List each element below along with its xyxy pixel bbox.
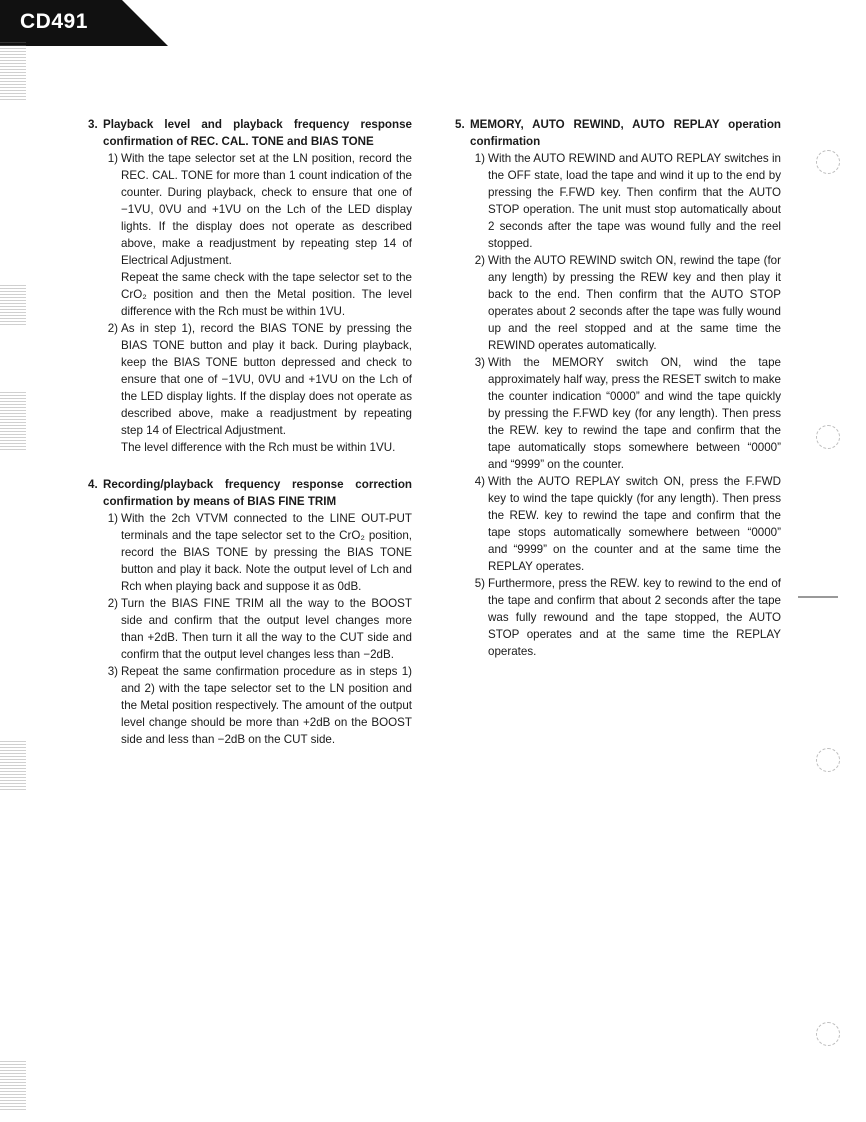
item-text (488, 150, 781, 252)
section-3 (88, 116, 412, 456)
item-text (488, 575, 781, 660)
list-item (455, 150, 781, 252)
item-text (121, 595, 412, 663)
list-item (455, 575, 781, 660)
section-heading (88, 116, 412, 150)
section-title: Recording/playback frequency response correction confirmation by means of BIAS FINE TRIM (103, 478, 412, 508)
punch-hole-artifact (816, 425, 840, 449)
scan-edge-artifact (0, 1060, 26, 1110)
item-text (121, 320, 412, 456)
pencil-mark (798, 596, 838, 598)
punch-hole-artifact (816, 748, 840, 772)
item-text (488, 252, 781, 354)
section-title: MEMORY, AUTO REWIND, AUTO REPLAY operation confirmation (470, 118, 781, 148)
paragraph: With the 2ch VTVM connected to the LINE OUT-PUT terminals and the tape selector set to the CrO₂ position, record the BIAS TONE by pressing the BIAS TONE button and play it back. Note the output level of Lch and Rch when playing back and suppose it as 0dB. (121, 512, 412, 593)
list-item (88, 150, 412, 320)
section-heading (88, 476, 412, 510)
item-number: 2) (474, 254, 485, 267)
section-number: 4. (88, 478, 98, 491)
item-number: 1) (474, 152, 485, 165)
list-item (88, 595, 412, 663)
section-number: 3. (88, 118, 98, 131)
section-5 (455, 116, 781, 660)
item-text (121, 663, 412, 748)
paragraph: With the tape selector set at the LN position, record the REC. CAL. TONE for more than 1 count indication of the counter. During playback, check to ensure that one of −1VU, 0VU and +1VU on the Lch of the LED display lights. If the display does not operate as described above, make a readjustment by repeating step 14 of Electrical Adjustment. (121, 152, 412, 267)
paragraph: Repeat the same confirmation procedure as in steps 1) and 2) with the tape selector set to the LN position and the Metal position respectively. The amount of the output level change should be more than +2dB on the BOOST side and less than −2dB on the CUT side. (121, 665, 412, 746)
scan-edge-artifact (0, 40, 26, 100)
item-text (121, 510, 412, 595)
paragraph: With the MEMORY switch ON, wind the tape approximately half way, press the RESET switch to make the counter indication “0000” and wind the tape quickly by pressing the F.FWD key (for any length). Then press the REW. key to rewind the tape and confirm that the tape automatically stops somewhere between “0000” and “9999” on the counter. (488, 356, 781, 471)
paragraph: The level difference with the Rch must be within 1VU. (121, 441, 396, 454)
paragraph: With the AUTO REPLAY switch ON, press the F.FWD key to wind the tape quickly (for any length). Then press the REW. key to rewind the tape and confirm that the tape stops automatically somewhere between “0000” and “9999” on the counter and at the same time the REPLAY operates. (488, 475, 781, 573)
paragraph: With the AUTO REWIND and AUTO REPLAY switches in the OFF state, load the tape and wind it up to the end by pressing the F.FWD key. Then confirm that the AUTO STOP operation. The unit must stop automatically about 2 seconds after the tape was wound fully and the reel stopped. (488, 152, 781, 250)
scan-edge-artifact (0, 390, 26, 450)
paragraph: Turn the BIAS FINE TRIM all the way to the BOOST side and confirm that the output level changes more than +2dB. Then turn it all the way to the CUT side and confirm that the output level changes less than −2dB. (121, 597, 412, 661)
list-item (88, 663, 412, 748)
punch-hole-artifact (816, 150, 840, 174)
paragraph: Furthermore, press the REW. key to rewind to the end of the tape and confirm that about 2 seconds after the tape was fully rewound and the tape stopped, the AUTO STOP operates and at the same time the REPLAY operates. (488, 577, 781, 658)
left-column (88, 116, 412, 768)
item-text (121, 150, 412, 320)
paragraph: With the AUTO REWIND switch ON, rewind the tape (for any length) by pressing the REW key and then play it back to the end. Then confirm that the AUTO STOP operates about 2 seconds after the tape was fully wound up and the reel stopped and at the same time the REWIND operates automatically. (488, 254, 781, 352)
right-column (455, 116, 781, 680)
item-number: 3) (474, 356, 485, 369)
item-number: 3) (107, 665, 118, 678)
list-item (88, 320, 412, 456)
paragraph: As in step 1), record the BIAS TONE by pressing the BIAS TONE button and play it back. During playback, keep the BIAS TONE button depressed and check to ensure that one of −1VU, 0VU and +1VU on the Lch of the LED display lights. If the display does not operate as described above, make a readjustment by repeating step 14 of Electrical Adjustment. (121, 322, 412, 437)
paragraph: Repeat the same check with the tape selector set to the CrO₂ position and then the Metal position. The level difference with the Rch must be within 1VU. (121, 271, 412, 318)
item-number: 1) (107, 152, 118, 165)
punch-hole-artifact (816, 1022, 840, 1046)
list-item (455, 252, 781, 354)
section-heading (455, 116, 781, 150)
section-number: 5. (455, 118, 465, 131)
list-item (455, 473, 781, 575)
model-label: CD491 (20, 10, 88, 33)
list-item (88, 510, 412, 595)
section-title: Playback level and playback frequency response confirmation of REC. CAL. TONE and BIAS TONE (103, 118, 412, 148)
item-number: 4) (474, 475, 485, 488)
list-item (455, 354, 781, 473)
item-number: 2) (107, 322, 118, 335)
item-number: 1) (107, 512, 118, 525)
item-number: 2) (107, 597, 118, 610)
item-text (488, 473, 781, 575)
scan-edge-artifact (0, 285, 26, 325)
scan-edge-artifact (0, 740, 26, 790)
item-text (488, 354, 781, 473)
item-number: 5) (474, 577, 485, 590)
section-4 (88, 476, 412, 748)
